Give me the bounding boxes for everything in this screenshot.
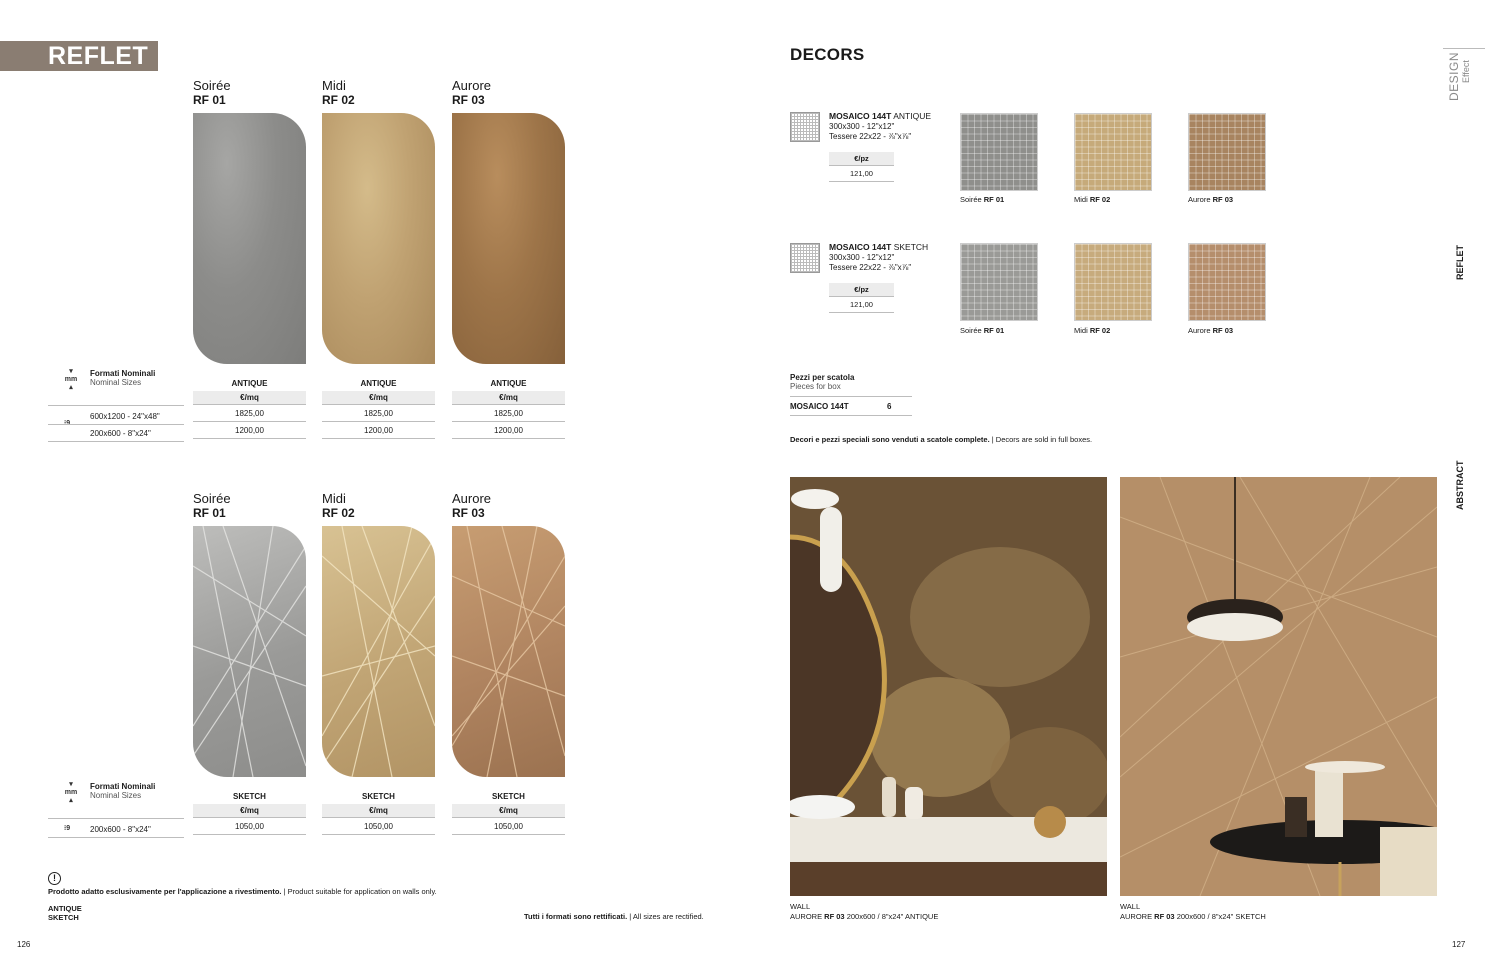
thickness-icon: ⁝9 (64, 825, 71, 832)
side-nav-effect[interactable]: Effect (1461, 60, 1471, 83)
rectified-note: Tutti i formati sono rettificati. | All sizes are rectified. (524, 912, 704, 921)
sketch-texture (322, 526, 435, 777)
pieces-title: Pezzi per scatola (790, 373, 855, 382)
finish-item: ANTIQUE (48, 904, 82, 913)
sketch-texture (193, 526, 306, 777)
living-scene-image (1120, 477, 1437, 896)
price-cell: 1200,00 (193, 422, 306, 439)
mm-size-icon: ▾ mm ▴ (64, 781, 78, 804)
side-nav-reflet[interactable]: REFLET (1455, 245, 1465, 280)
finish-label: ANTIQUE (360, 379, 397, 388)
note-regular: Product suitable for application on walls only. (287, 887, 437, 896)
mosaic-swatch-antique-rf01 (960, 113, 1038, 191)
finish-label: SKETCH (362, 792, 395, 801)
mosaic-swatch-sketch-rf01 (960, 243, 1038, 321)
formats-legend (90, 782, 155, 800)
divider (48, 405, 184, 406)
column-header-rf03 (452, 79, 491, 107)
mosaic-tile-size: Tessere 22x22 - ⅞"x⅞" (829, 132, 912, 141)
price-cell: 1200,00 (322, 422, 435, 439)
color-name: Midi (322, 78, 346, 93)
unit-header: €/pz (829, 283, 894, 297)
formats-subtitle: Nominal Sizes (90, 791, 142, 800)
pieces-legend (790, 373, 854, 391)
side-nav-abstract[interactable]: ABSTRACT (1455, 460, 1465, 510)
page-number-right: 127 (1452, 940, 1466, 949)
mosaic-title: MOSAICO 144T (829, 242, 892, 252)
swatch-caption: Midi RF 02 (1074, 326, 1111, 335)
bathroom-scene-image (790, 477, 1107, 896)
tile-swatch-sketch-rf02 (322, 526, 435, 777)
sizes-list (48, 821, 184, 838)
mosaic-info-sketch (829, 242, 928, 274)
price-column-rf01 (193, 792, 306, 835)
pieces-count: 6 (887, 402, 892, 411)
formats-legend (90, 369, 155, 387)
mosaic-format-icon (790, 243, 820, 273)
caption-line: WALL (790, 902, 811, 911)
finish-label: ANTIQUE (231, 379, 268, 388)
color-name: Soirée (193, 78, 231, 93)
rectified-bold: Tutti i formati sono rettificati. (524, 912, 628, 921)
unit-header: €/mq (322, 391, 435, 405)
tile-swatch-sketch-rf01 (193, 526, 306, 777)
price-cell: 1825,00 (322, 405, 435, 422)
price-column-rf03 (452, 379, 565, 439)
price-cell: 1050,00 (452, 818, 565, 835)
mosaic-swatch-antique-rf03 (1188, 113, 1266, 191)
unit-header: €/mq (193, 804, 306, 818)
note-bold: Prodotto adatto esclusivamente per l'applicazione a rivestimento. (48, 887, 282, 896)
swatch-caption: Aurore RF 03 (1188, 195, 1234, 204)
swatch-caption: Aurore RF 03 (1188, 326, 1234, 335)
side-divider (1443, 48, 1485, 49)
info-icon: ! (48, 872, 61, 885)
finish-item: SKETCH (48, 913, 79, 922)
size-row: 200x600 - 8"x24" (48, 425, 184, 442)
mosaic-size: 300x300 - 12"x12" (829, 121, 895, 131)
unit-header: €/mq (452, 804, 565, 818)
column-header-rf01 (193, 79, 231, 107)
color-code: RF 01 (193, 93, 226, 107)
mm-size-icon: ▾ mm ▴ (64, 368, 78, 391)
formats-title: Formati Nominali (90, 782, 156, 791)
column-header-rf01 (193, 492, 231, 520)
pieces-subtitle: Pieces for box (790, 382, 841, 391)
formats-title: Formati Nominali (90, 369, 156, 378)
unit-header: €/mq (193, 391, 306, 405)
price-cell: 121,00 (829, 297, 894, 313)
tile-swatch-antique-rf02 (322, 113, 435, 364)
unit-header: €/pz (829, 152, 894, 166)
decors-title: DECORS (790, 45, 865, 64)
color-name: Midi (322, 491, 346, 506)
side-nav-design[interactable]: DESIGN (1447, 51, 1461, 101)
price-cell: 1200,00 (452, 422, 565, 439)
swatch-caption: Soirée RF 01 (960, 195, 1005, 204)
color-code: RF 02 (322, 506, 355, 520)
mosaic-finish: ANTIQUE (891, 111, 932, 121)
mosaic-price-sketch (829, 283, 894, 313)
color-code: RF 01 (193, 506, 226, 520)
color-name: Aurore (452, 491, 492, 506)
finish-label: SKETCH (492, 792, 525, 801)
price-cell: 1050,00 (193, 818, 306, 835)
price-cell: 121,00 (829, 166, 894, 182)
mosaic-swatch-sketch-rf03 (1188, 243, 1266, 321)
swatch-caption: Soirée RF 01 (960, 326, 1005, 335)
swatch-caption: Midi RF 02 (1074, 195, 1111, 204)
formats-subtitle: Nominal Sizes (90, 378, 142, 387)
mosaic-format-icon (790, 112, 820, 142)
sizes-list (48, 408, 184, 442)
tile-swatch-sketch-rf03 (452, 526, 565, 777)
wall-only-note: Prodotto adatto esclusivamente per l'applicazione a rivestimento. | Product suitable for application on walls only. (48, 887, 437, 896)
collection-title-badge: REFLET (0, 41, 158, 71)
full-boxes-note: Decori e pezzi speciali sono venduti a scatole complete. | Decors are sold in full boxes. (790, 435, 1093, 444)
size-row: 600x1200 - 24"x48" (48, 408, 184, 425)
ambience-photo-sketch (1120, 477, 1437, 896)
mosaic-info-antique (829, 111, 931, 143)
size-row: 200x600 - 8"x24" (48, 821, 184, 838)
price-column-rf01 (193, 379, 306, 439)
ambience-photo-antique (790, 477, 1107, 896)
color-name: Soirée (193, 491, 231, 506)
note-regular: Decors are sold in full boxes. (995, 435, 1093, 444)
unit-header: €/mq (322, 804, 435, 818)
price-column-rf02 (322, 792, 435, 835)
column-header-rf03 (452, 492, 491, 520)
divider (48, 818, 184, 819)
color-code: RF 03 (452, 93, 485, 107)
note-bold: Decori e pezzi speciali sono venduti a scatole complete. (790, 435, 990, 444)
unit-header: €/mq (452, 391, 565, 405)
sketch-texture (452, 526, 565, 777)
color-code: RF 03 (452, 506, 485, 520)
mosaic-swatch-sketch-rf02 (1074, 243, 1152, 321)
finish-list (48, 904, 82, 922)
mosaic-tile-size: Tessere 22x22 - ⅞"x⅞" (829, 263, 912, 272)
finish-label: ANTIQUE (490, 379, 527, 388)
mosaic-title: MOSAICO 144T (829, 111, 892, 121)
price-cell: 1825,00 (193, 405, 306, 422)
finish-label: SKETCH (233, 792, 266, 801)
pieces-row (790, 396, 912, 416)
pieces-item: MOSAICO 144T (790, 402, 849, 411)
price-cell: 1825,00 (452, 405, 565, 422)
thickness-icon: ⁝9 (64, 420, 71, 427)
mosaic-finish: SKETCH (891, 242, 929, 252)
page-number-left: 126 (17, 940, 31, 949)
photo-caption-sketch: WALL AURORE RF 03 200x600 / 8"x24" SKETCH (1120, 902, 1266, 921)
tile-swatch-antique-rf03 (452, 113, 565, 364)
color-code: RF 02 (322, 93, 355, 107)
tile-swatch-antique-rf01 (193, 113, 306, 364)
column-header-rf02 (322, 492, 355, 520)
photo-caption-antique: WALL AURORE RF 03 200x600 / 8"x24" ANTIQUE (790, 902, 939, 921)
mosaic-size: 300x300 - 12"x12" (829, 252, 895, 262)
price-column-rf03 (452, 792, 565, 835)
price-cell: 1050,00 (322, 818, 435, 835)
mosaic-swatch-antique-rf02 (1074, 113, 1152, 191)
caption-line: WALL (1120, 902, 1141, 911)
price-column-rf02 (322, 379, 435, 439)
mosaic-price-antique (829, 152, 894, 182)
color-name: Aurore (452, 78, 492, 93)
rectified-regular: All sizes are rectified. (632, 912, 704, 921)
column-header-rf02 (322, 79, 355, 107)
